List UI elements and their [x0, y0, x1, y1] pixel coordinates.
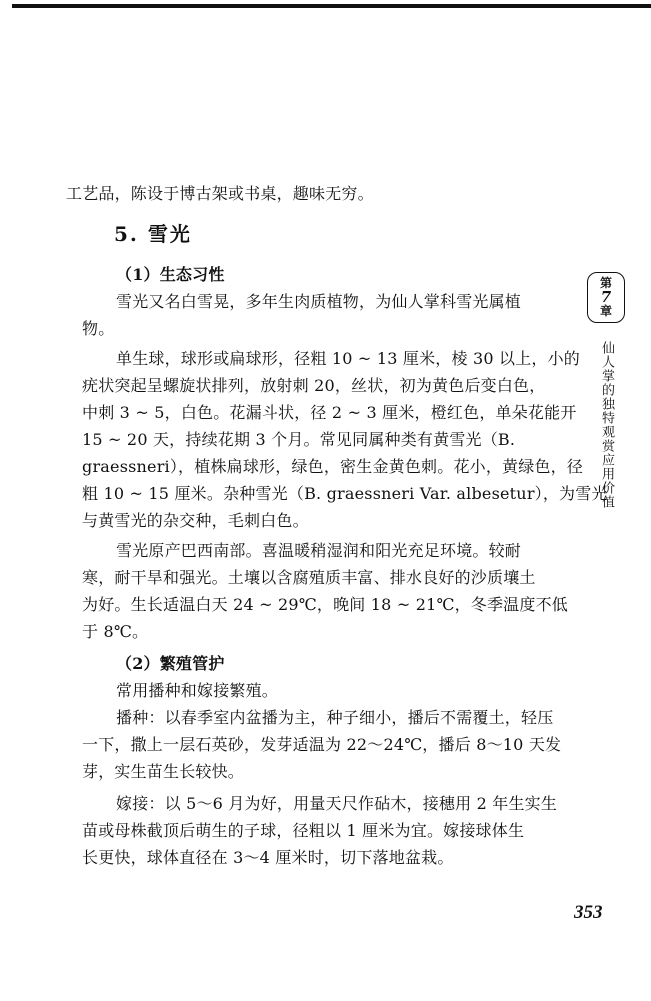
text-line: 单生球，球形或扁球形，径粗 10 ~ 13 厘米，棱 30 以上，小的: [116, 349, 581, 368]
text-line: 于 8℃。: [82, 622, 149, 641]
section-heading: 5. 雪光: [114, 222, 192, 246]
text-line: 中刺 3 ~ 5，白色。花漏斗状，径 2 ~ 3 厘米，橙红色，单朵花能开: [82, 403, 577, 422]
chapter-title-vertical: 仙人掌的独特观赏应用价值: [599, 341, 614, 509]
subsection-heading: （2）繁殖管护: [116, 654, 225, 673]
subsection-heading: （1）生态习性: [116, 265, 225, 284]
text-line: 寒，耐干旱和强光。土壤以含腐殖质丰富、排水良好的沙质壤土: [82, 568, 536, 587]
text-line: 雪光又名白雪晃，多年生肉质植物，为仙人掌科雪光属植: [116, 292, 522, 311]
text-line: 物。: [82, 319, 115, 338]
text-line: graessneri），植株扁球形，绿色，密生金黄色刺。花小，黄绿色，径: [82, 457, 584, 476]
page-number: 353: [574, 902, 603, 923]
text-line: 芽，实生苗生长较快。: [82, 762, 245, 781]
text-line: 雪光原产巴西南部。喜温暖稍湿润和阳光充足环境。较耐: [116, 541, 522, 560]
text-line: 一下，撒上一层石英砂，发芽适温为 22～24℃，播后 8～10 天发: [82, 735, 562, 754]
text-line: 疣状突起呈螺旋状排列，放射刺 20，丝状，初为黄色后变白色，: [82, 376, 546, 395]
text-line: 与黄雪光的杂交种，毛刺白色。: [82, 511, 309, 530]
chapter-tab-number: 7: [600, 288, 612, 306]
text-line: 粗 10 ~ 15 厘米。杂种雪光（B. graessneri Var. albesetur），为雪光: [82, 484, 608, 503]
text-line: 15 ~ 20 天，持续花期 3 个月。常见同属种类有黄雪光（B.: [82, 430, 516, 449]
text-line: 工艺品，陈设于博古架或书桌，趣味无穷。: [66, 184, 374, 203]
top-rule: [12, 4, 651, 8]
text-line: 为好。生长适温白天 24 ~ 29℃，晚间 18 ~ 21℃，冬季温度不低: [82, 595, 568, 614]
chapter-tab-top: 第: [599, 276, 612, 290]
text-line: 嫁接：以 5～6 月为好，用量天尺作砧木，接穗用 2 年生实生: [116, 794, 558, 813]
text-line: 长更快，球体直径在 3～4 厘米时，切下落地盆栽。: [82, 848, 454, 867]
chapter-tab: [587, 272, 625, 323]
text-line: 常用播种和嫁接繁殖。: [116, 681, 279, 700]
text-line: 播种：以春季室内盆播为主，种子细小，播后不需覆土，轻压: [116, 708, 554, 727]
text-line: 苗或母株截顶后萌生的子球，径粗以 1 厘米为宜。嫁接球体生: [82, 821, 525, 840]
chapter-tab-bottom: 章: [599, 304, 612, 318]
